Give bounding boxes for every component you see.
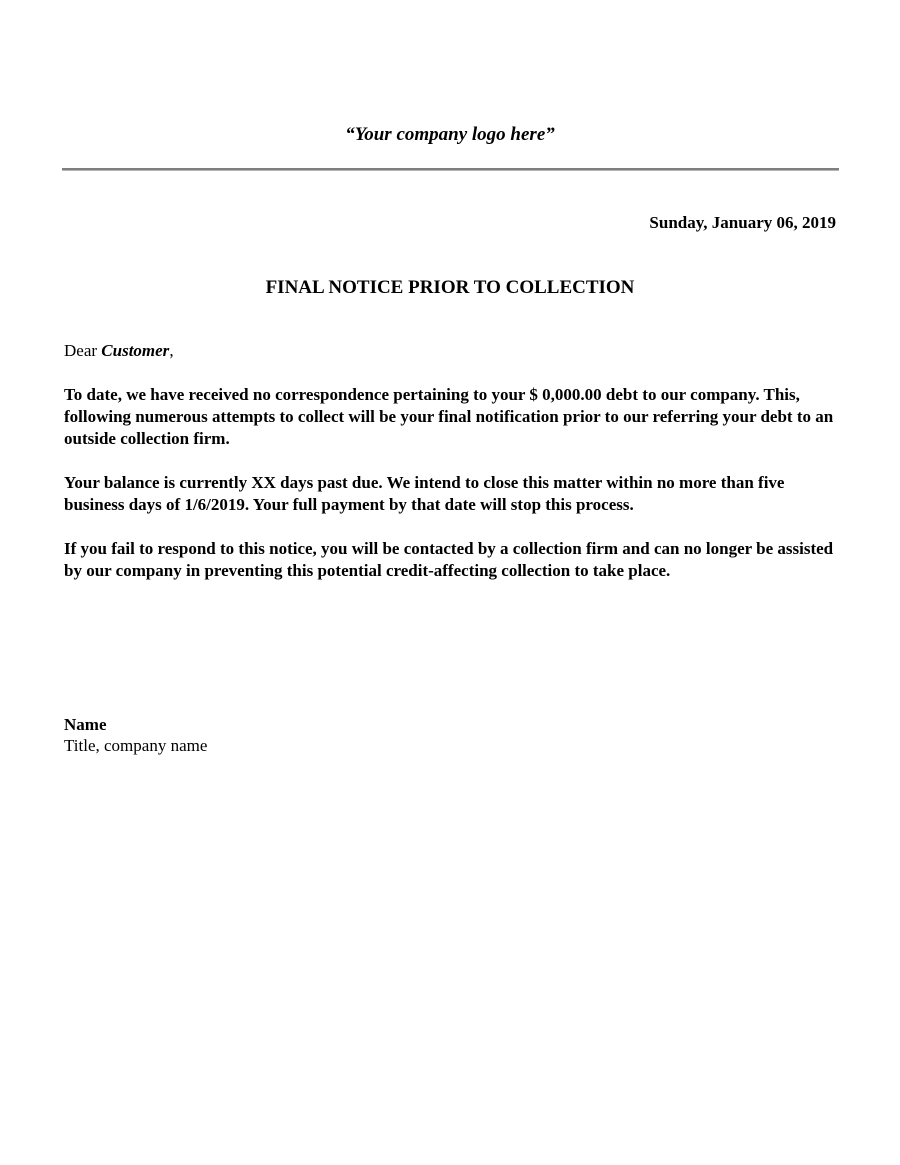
salutation-customer-name: Customer [101,341,170,360]
signature-title: Title, company name [64,736,208,755]
signature-name: Name [64,715,107,734]
header-divider [62,168,839,171]
salutation [64,340,174,362]
salutation-suffix: , [169,341,174,360]
body-paragraph-debt: To date, we have received no correspondence pertaining to your $ 0,000.00 debt to our company. This, following numerous attempts to collect will be your final notification prior to our referring your debt to an outside collection firm. [64,385,834,448]
company-logo-placeholder: “Your company logo here” [345,124,555,145]
letter-date: Sunday, January 06, 2019 [649,213,836,232]
body-paragraph-balance: Your balance is currently XX days past due. We intend to close this matter within no more than five business days of 1/6/2019. Your full payment by that date will stop this process. [64,473,785,514]
salutation-prefix: Dear [64,341,102,360]
letter-title: FINAL NOTICE PRIOR TO COLLECTION [265,277,635,298]
body-paragraph-consequence: If you fail to respond to this notice, you will be contacted by a collection firm and can no longer be assisted by our company in preventing this potential credit-affecting collection to take place. [64,539,834,580]
